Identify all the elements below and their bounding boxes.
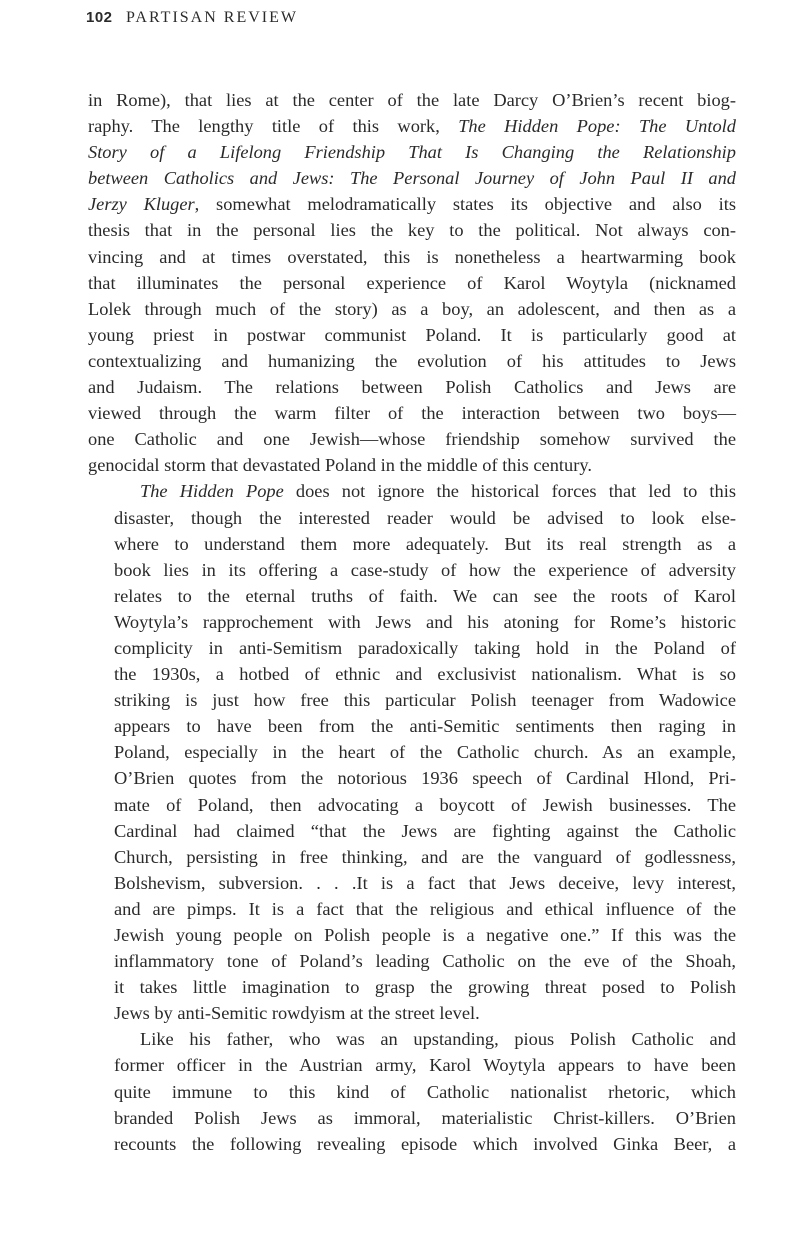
italic-text: The Hidden Pope — [140, 481, 284, 502]
text-line — [88, 113, 736, 139]
text-line — [88, 687, 736, 713]
text-line — [88, 478, 736, 504]
italic-text: Jerzy Kluger — [88, 194, 195, 215]
text-run: in Rome), that lies at the center of the late Darcy O’Brien’s recent biog- — [88, 90, 736, 110]
text-line — [88, 322, 736, 348]
text-line — [88, 139, 736, 165]
text-run: contextualizing and humanizing the evolution of his attitudes to Jews — [88, 350, 736, 371]
text-run: raphy. The lengthy title of this work, — [88, 116, 459, 137]
text-line — [88, 792, 736, 818]
text-line — [88, 739, 736, 765]
text-run: relates to the eternal truths of faith. We can see the roots of Karol — [114, 585, 736, 606]
paragraph — [88, 478, 736, 1026]
text-run: inflammatory tone of Poland’s leading Catholic on the eve of the Shoah, — [114, 951, 736, 972]
text-run: book lies in its offering a case-study of how the experience of adversity — [114, 559, 736, 580]
text-line — [88, 583, 736, 609]
text-line — [88, 609, 736, 635]
text-line — [88, 1052, 736, 1078]
page-number: 102 — [86, 9, 113, 26]
text-line — [88, 1026, 736, 1052]
text-line — [88, 870, 736, 896]
text-run: mate of Poland, then advocating a boycott of Jewish businesses. The — [114, 794, 736, 815]
text-line — [88, 217, 736, 243]
text-run: Church, persisting in free thinking, and are the vanguard of godlessness, — [114, 846, 736, 867]
text-line — [88, 270, 736, 296]
paragraph — [88, 1026, 736, 1156]
text-run: it takes little imagination to grasp the growing threat posed to Polish — [114, 977, 736, 998]
running-head — [86, 7, 298, 27]
text-line — [88, 661, 736, 687]
text-line — [88, 844, 736, 870]
text-line — [88, 1000, 736, 1026]
text-line — [88, 191, 736, 217]
text-run: Jews by anti-Semitic rowdyism at the street level. — [114, 1003, 480, 1024]
text-line — [88, 765, 736, 791]
text-run: and Judaism. The relations between Polish Catholics and Jews are — [88, 377, 736, 398]
italic-text: The Hidden Pope: The Untold — [458, 116, 736, 137]
text-run: , somewhat melodramatically states its objective and also its — [194, 194, 736, 215]
text-run: vincing and at times overstated, this is nonetheless a heartwarming book — [88, 246, 736, 267]
text-run: Poland, especially in the heart of the Catholic church. As an example, — [114, 742, 736, 763]
text-line — [88, 948, 736, 974]
text-run: does not ignore the historical forces that led to this — [283, 481, 736, 502]
text-run: thesis that in the personal lies the key to the political. Not always con- — [88, 220, 736, 241]
text-line — [88, 557, 736, 583]
journal-title: PARTISAN REVIEW — [125, 9, 298, 26]
text-run: former officer in the Austrian army, Karol Woytyla appears to have been — [114, 1055, 736, 1076]
text-line — [88, 713, 736, 739]
text-line — [88, 452, 736, 478]
italic-text: Story of a Lifelong Friendship That Is Changing the Relationship — [88, 142, 736, 163]
text-run: Woytyla’s rapprochement with Jews and his atoning for Rome’s historic — [114, 611, 736, 632]
text-run: one Catholic and one Jewish—whose friendship somehow survived the — [88, 429, 736, 450]
text-line — [88, 165, 736, 191]
text-run: viewed through the warm filter of the interaction between two boys— — [88, 403, 736, 424]
text-run: branded Polish Jews as immoral, materialistic Christ-killers. O’Brien — [114, 1107, 736, 1128]
text-run: striking is just how free this particular Polish teenager from Wadowice — [114, 690, 736, 711]
text-line — [88, 1079, 736, 1105]
text-run: recounts the following revealing episode which involved Ginka Beer, a — [114, 1133, 736, 1154]
text-line — [88, 1131, 736, 1157]
text-line — [88, 505, 736, 531]
text-run: Cardinal had claimed “that the Jews are fighting against the Catholic — [114, 820, 736, 841]
text-line — [88, 635, 736, 661]
text-run: genocidal storm that devastated Poland in the middle of this century. — [88, 455, 592, 476]
text-run: appears to have been from the anti-Semitic sentiments then raging in — [114, 716, 736, 737]
text-run: that illuminates the personal experience of Karol Woytyla (nicknamed — [88, 272, 736, 293]
text-run: and are pimps. It is a fact that the religious and ethical influence of the — [114, 898, 736, 919]
text-run: Jewish young people on Polish people is a negative one.” If this was the — [114, 925, 736, 945]
text-line — [88, 922, 736, 948]
text-run: Like his father, who was an upstanding, pious Polish Catholic and — [140, 1029, 736, 1050]
text-line — [88, 244, 736, 270]
text-line — [88, 896, 736, 922]
text-line — [88, 87, 736, 113]
text-line — [88, 296, 736, 322]
text-run: the 1930s, a hotbed of ethnic and exclusivist nationalism. What is so — [114, 664, 736, 685]
text-line — [88, 974, 736, 1000]
text-run: where to understand them more adequately. But its real strength as a — [114, 533, 736, 554]
text-run: Lolek through much of the story) as a boy, an adolescent, and then as a — [88, 298, 736, 319]
paragraph — [88, 87, 736, 478]
text-line — [88, 818, 736, 844]
text-line — [88, 348, 736, 374]
text-line — [88, 374, 736, 400]
text-line — [88, 426, 736, 452]
text-run: young priest in postwar communist Poland. It is particularly good at — [88, 324, 736, 345]
text-line — [88, 1105, 736, 1131]
text-line — [88, 531, 736, 557]
article-body — [88, 87, 736, 1157]
italic-text: between Catholics and Jews: The Personal Journey of John Paul II and — [88, 168, 736, 189]
text-run: O’Brien quotes from the notorious 1936 speech of Cardinal Hlond, Pri- — [114, 768, 736, 789]
text-line — [88, 400, 736, 426]
text-run: complicity in anti-Semitism paradoxically taking hold in the Poland of — [114, 637, 736, 658]
text-run: disaster, though the interested reader would be advised to look else- — [114, 507, 736, 528]
text-run: quite immune to this kind of Catholic nationalist rhetoric, which — [114, 1081, 736, 1102]
text-run: Bolshevism, subversion. . . .It is a fact that Jews deceive, levy interest, — [114, 872, 736, 893]
